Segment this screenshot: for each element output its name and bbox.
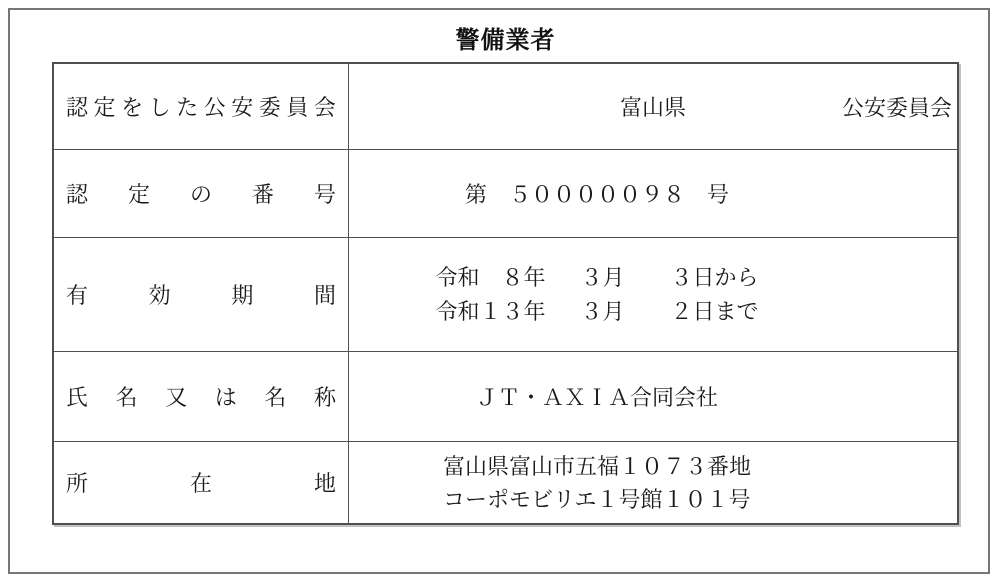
validity-label-cell — [54, 238, 349, 351]
number-label-cell — [54, 150, 349, 237]
commission-value-cell — [349, 64, 957, 149]
certificate-table — [52, 62, 959, 525]
commission-prefecture: 富山県 — [619, 95, 686, 120]
certification-number: 第 ５０００００９８ 号 — [464, 182, 729, 207]
address-line-2: コーポモビリエ１号館１０１号 — [442, 486, 751, 512]
validity-label: 有 効 期 間 — [66, 283, 336, 308]
commission-label-cell — [54, 64, 349, 149]
name-label: 氏 名 又 は 名 称 — [66, 385, 336, 410]
name-value-cell — [349, 352, 957, 441]
name-label-cell — [54, 352, 349, 441]
page-title: 警備業者 — [455, 27, 556, 54]
address-lines — [443, 450, 751, 516]
validity-dates — [435, 261, 758, 329]
commission-label: 認 定 を し た 公 安 委 員 会 — [66, 95, 336, 120]
table-row-validity — [54, 238, 957, 352]
number-label: 認 定 の 番 号 — [66, 182, 336, 207]
validity-from-era-year: 令和 ８年 — [435, 264, 546, 290]
validity-to-era-year: 令和１３年 — [435, 298, 546, 324]
table-row-number — [54, 150, 957, 238]
validity-to-line — [435, 295, 758, 329]
commission-suffix: 公安委員会 — [841, 95, 952, 120]
address-line-1: 富山県富山市五福１０７３番地 — [442, 453, 751, 479]
address-value-cell — [349, 442, 957, 523]
company-name: ＪＴ・ＡＸＩＡ合同会社 — [475, 385, 718, 410]
validity-from-month: ３月 — [580, 264, 625, 290]
validity-value-cell — [349, 238, 957, 351]
validity-to-month: ３月 — [580, 298, 625, 324]
validity-to-day: ２日まで — [670, 298, 759, 324]
table-row-commission — [54, 64, 957, 150]
validity-from-day: ３日から — [670, 264, 759, 290]
validity-from-line — [435, 261, 758, 295]
address-label: 所 在 地 — [66, 471, 336, 496]
table-row-name — [54, 352, 957, 442]
number-value-cell — [349, 150, 957, 237]
table-row-address — [54, 442, 957, 523]
address-label-cell — [54, 442, 349, 523]
